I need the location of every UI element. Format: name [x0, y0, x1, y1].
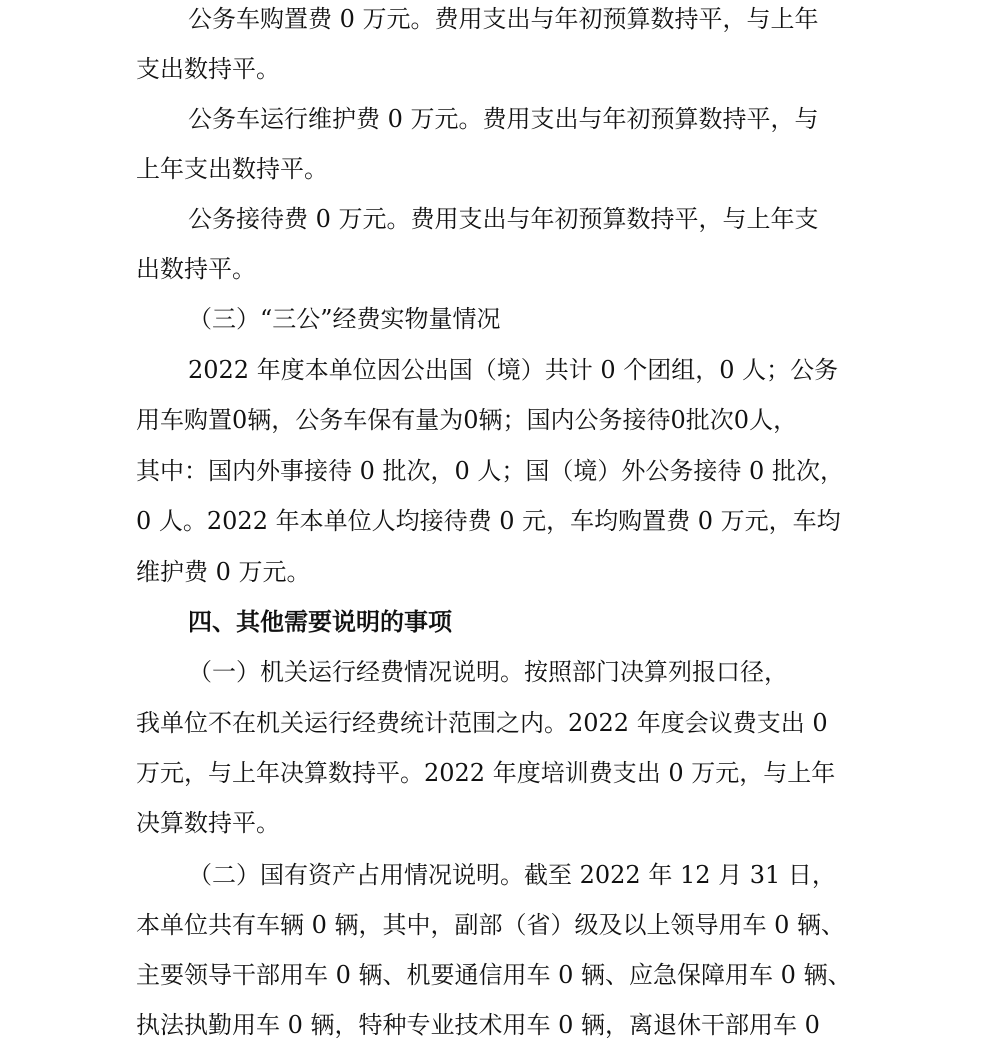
text-line: 公务车运行维护费 0 万元。费用支出与年初预算数持平，与 — [188, 105, 819, 133]
text-line: （二）国有资产占用情况说明。截至 2022 年 12 月 31 日， — [188, 861, 836, 889]
text-line: 决算数持平。 — [136, 809, 280, 837]
text-line: 公务车购置费 0 万元。费用支出与年初预算数持平，与上年 — [188, 5, 819, 33]
text-line: 我单位不在机关运行经费统计范围之内。2022 年度会议费支出 0 — [136, 709, 828, 737]
text-line: 0 人。2022 年本单位人均接待费 0 元，车均购置费 0 万元，车均 — [136, 507, 841, 535]
text-line: 2022 年度本单位因公出国（境）共计 0 个团组，0 人；公务 — [188, 356, 839, 384]
section-heading: 四、其他需要说明的事项 — [188, 607, 452, 636]
text-line: 万元，与上年决算数持平。2022 年度培训费支出 0 万元，与上年 — [136, 759, 836, 787]
section-heading: （三）“三公”经费实物量情况 — [188, 305, 501, 333]
text-line: （一）机关运行经费情况说明。按照部门决算列报口径， — [188, 658, 788, 686]
text-line: 主要领导干部用车 0 辆、机要通信用车 0 辆、应急保障用车 0 辆、 — [136, 961, 852, 989]
text-line: 本单位共有车辆 0 辆，其中，副部（省）级及以上领导用车 0 辆、 — [136, 911, 846, 939]
text-line: 支出数持平。 — [136, 55, 280, 83]
text-line: 出数持平。 — [136, 255, 256, 283]
text-line: 公务接待费 0 万元。费用支出与年初预算数持平，与上年支 — [188, 205, 819, 233]
text-line: 上年支出数持平。 — [136, 155, 328, 183]
text-line: 执法执勤用车 0 辆，特种专业技术用车 0 辆，离退休干部用车 0 — [136, 1011, 820, 1039]
text-line: 用车购置0辆，公务车保有量为0辆；国内公务接待0批次0人， — [136, 406, 798, 434]
text-line: 其中：国内外事接待 0 批次，0 人；国（境）外公务接待 0 批次， — [136, 457, 844, 485]
text-line: 维护费 0 万元。 — [136, 558, 311, 586]
